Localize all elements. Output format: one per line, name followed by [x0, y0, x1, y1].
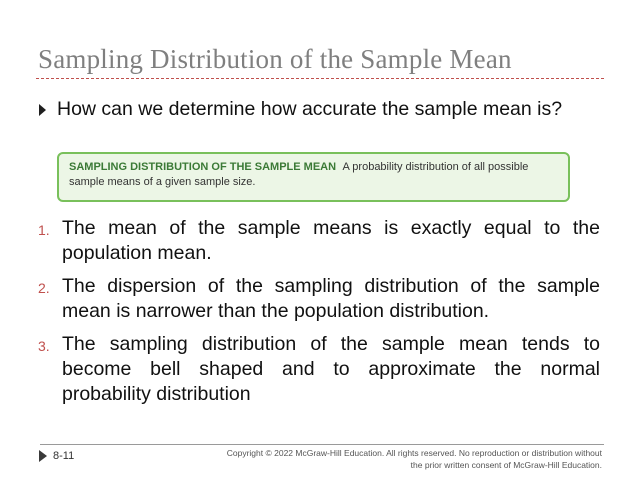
list-number: 3.: [38, 338, 50, 354]
list-item: [34, 216, 600, 266]
copyright-line-1: Copyright © 2022 McGraw-Hill Education. All rights reserved. No reproduction or distribution without: [226, 448, 602, 458]
footer-divider: [40, 444, 604, 445]
slide-title: Sampling Distribution of the Sample Mean: [38, 44, 512, 74]
definition-box: [57, 152, 570, 202]
bullet-text: How can we determine how accurate the sample mean is?: [57, 98, 563, 120]
list-text: The sampling distribution of the sample mean tends to become bell shaped and to approximate the normal probability distribution: [62, 333, 600, 405]
list-item: [34, 274, 600, 324]
title-divider: [36, 78, 604, 79]
list-number: 2.: [38, 280, 50, 296]
list-text: The mean of the sample means is exactly equal to the population mean.: [62, 217, 600, 264]
list-item: [34, 332, 600, 407]
triangle-bullet-icon: [39, 104, 46, 116]
list-text: The dispersion of the sampling distribution of the sample mean is narrower than the population distribution.: [62, 275, 600, 322]
numbered-list: [34, 216, 600, 415]
footer-arrow-icon: [39, 450, 47, 462]
definition-term: SAMPLING DISTRIBUTION OF THE SAMPLE MEAN: [69, 161, 337, 173]
copyright-line-2: the prior written consent of McGraw-Hill Education.: [410, 460, 602, 470]
bullet-item: [37, 96, 597, 122]
page-number: 8-11: [53, 450, 75, 462]
list-number: 1.: [38, 222, 50, 238]
definition-text: A probability distribution of all possible sample means of a given sample size.: [69, 161, 529, 188]
copyright-notice: [142, 447, 602, 471]
